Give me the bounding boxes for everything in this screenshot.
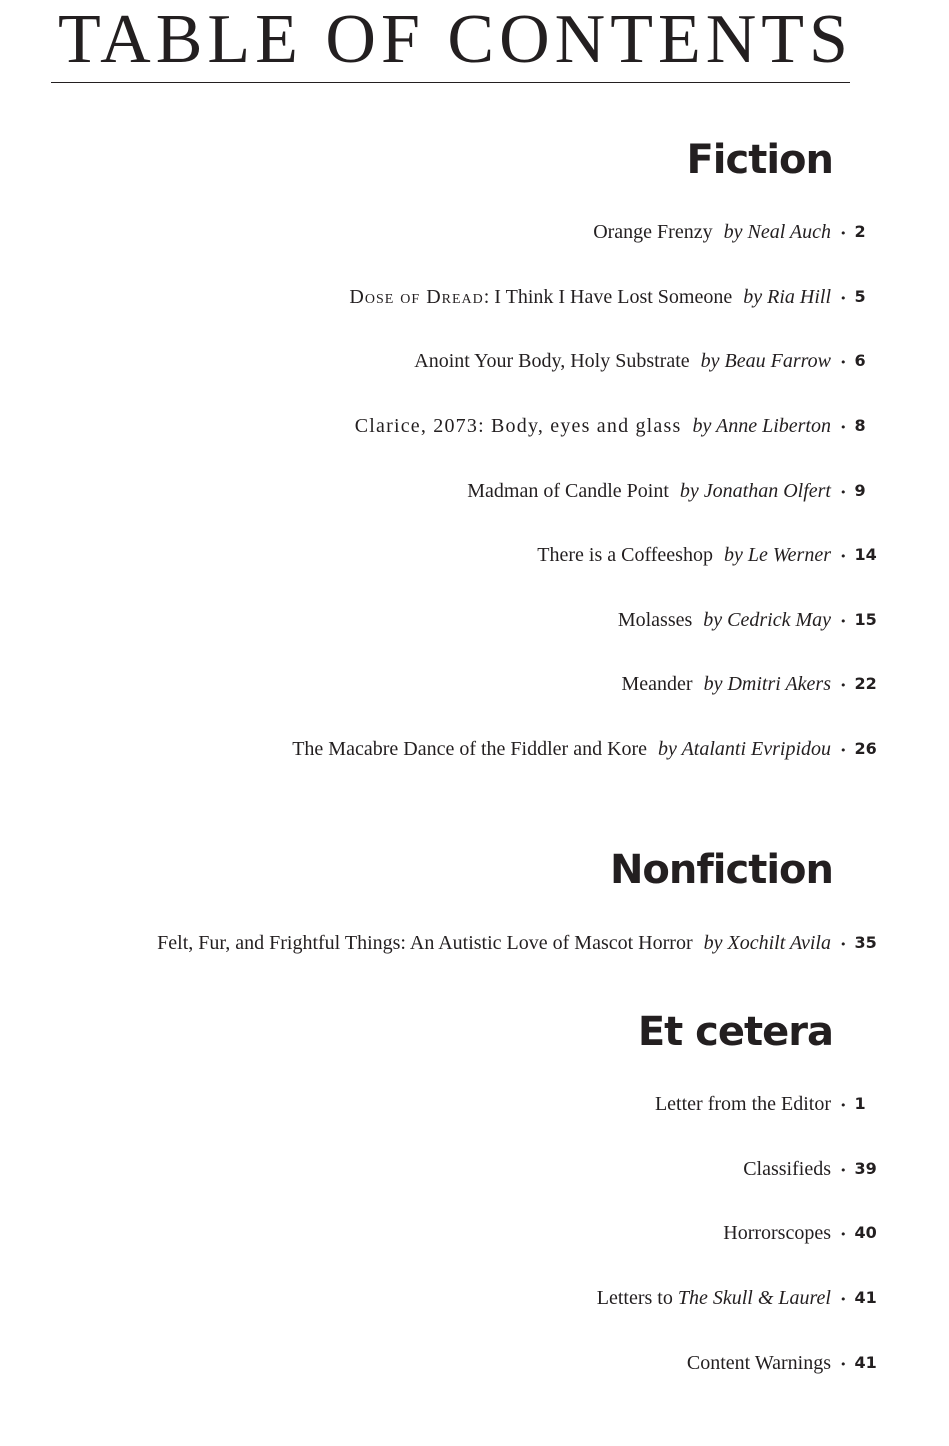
bullet-separator: • xyxy=(840,227,847,240)
toc-entry-title: Classifieds xyxy=(743,1158,831,1180)
toc-entry-author: by Le Werner xyxy=(723,544,831,566)
toc-entry-title: Content Warnings xyxy=(686,1352,831,1374)
toc-entry-madman-of-candle-point[interactable] xyxy=(467,476,866,506)
toc-entry-content-warnings[interactable] xyxy=(686,1348,877,1378)
toc-entry-page-number: 6 xyxy=(854,351,866,370)
bullet-separator: • xyxy=(840,550,847,563)
toc-entry-page-number: 26 xyxy=(854,739,877,758)
section-heading-nonfiction: Nonfiction xyxy=(609,847,833,893)
toc-entry-author: by Dmitri Akers xyxy=(703,673,831,695)
toc-entry-letters-to-skull-laurel[interactable] xyxy=(596,1283,877,1313)
toc-entry-author: by Beau Farrow xyxy=(700,350,831,372)
toc-entry-title: Letter from the Editor xyxy=(654,1093,831,1115)
toc-entry-there-is-a-coffeeshop[interactable] xyxy=(537,540,877,570)
bullet-separator: • xyxy=(840,486,847,499)
toc-entry-title: There is a Coffeeshop xyxy=(537,544,713,566)
toc-entry-page-number: 14 xyxy=(854,545,877,564)
toc-entry-title xyxy=(349,282,732,312)
bullet-separator: • xyxy=(840,356,847,369)
bullet-separator: • xyxy=(840,679,847,692)
toc-entry-title: Meander xyxy=(621,673,693,695)
toc-entry-series-name: Dose of Dread xyxy=(349,286,484,308)
bullet-separator: • xyxy=(840,1293,847,1306)
bullet-separator: • xyxy=(840,1228,847,1241)
toc-entry-subtitle: : I Think I Have Lost Someone xyxy=(483,286,733,308)
toc-entry-title xyxy=(597,1283,831,1313)
toc-entry-dose-of-dread[interactable] xyxy=(349,282,866,312)
title-divider xyxy=(51,82,850,83)
toc-entry-felt-fur-frightful[interactable] xyxy=(157,928,877,958)
publication-name: The Skull & Laurel xyxy=(677,1287,831,1309)
section-heading-et-cetera: Et cetera xyxy=(637,1009,833,1055)
page-title: TABLE OF CONTENTS xyxy=(58,1,853,78)
toc-entry-anoint-your-body[interactable] xyxy=(414,346,866,376)
toc-entry-author: by Atalanti Evripidou xyxy=(658,738,831,760)
bullet-separator: • xyxy=(840,615,847,628)
toc-entry-author: by Anne Liberton xyxy=(692,415,831,437)
toc-entry-author: by Xochilt Avila xyxy=(703,932,831,954)
toc-entry-title: The Macabre Dance of the Fiddler and Kore xyxy=(292,738,648,760)
toc-entry-page-number: 1 xyxy=(854,1094,866,1113)
toc-entry-title: Molasses xyxy=(617,609,693,631)
bullet-separator: • xyxy=(840,292,847,305)
bullet-separator: • xyxy=(840,744,847,757)
toc-entry-title: Madman of Candle Point xyxy=(467,480,669,502)
toc-entry-molasses[interactable] xyxy=(617,605,877,635)
toc-entry-clarice-2073[interactable] xyxy=(354,411,866,441)
toc-entry-author: by Jonathan Olfert xyxy=(679,480,831,502)
bullet-separator: • xyxy=(840,938,847,951)
toc-entry-orange-frenzy[interactable] xyxy=(593,217,866,247)
toc-entry-page-number: 2 xyxy=(854,222,866,241)
toc-entry-page-number: 15 xyxy=(854,610,877,629)
bullet-separator: • xyxy=(840,1164,847,1177)
toc-entry-title: Clarice, 2073: Body, eyes and glass xyxy=(354,415,682,437)
toc-entry-classifieds[interactable] xyxy=(743,1154,877,1184)
toc-entry-author: by Cedrick May xyxy=(703,609,831,631)
toc-entry-title: Felt, Fur, and Frightful Things: An Autistic Love of Mascot Horror xyxy=(157,932,693,954)
toc-entry-letter-from-editor[interactable] xyxy=(654,1089,866,1119)
toc-entry-page-number: 35 xyxy=(854,933,877,952)
toc-entry-page-number: 39 xyxy=(854,1159,877,1178)
toc-entry-horrorscopes[interactable] xyxy=(723,1218,877,1248)
toc-entry-page-number: 5 xyxy=(854,287,866,306)
toc-entry-author: by Neal Auch xyxy=(723,221,831,243)
section-heading-fiction: Fiction xyxy=(686,137,833,183)
toc-entry-page-number: 41 xyxy=(854,1353,877,1372)
toc-entry-page-number: 8 xyxy=(854,416,866,435)
toc-entry-page-number: 22 xyxy=(854,674,877,693)
toc-entry-meander[interactable] xyxy=(621,669,877,699)
toc-entry-macabre-dance[interactable] xyxy=(292,734,877,764)
bullet-separator: • xyxy=(840,1099,847,1112)
toc-entry-title: Anoint Your Body, Holy Substrate xyxy=(414,350,690,372)
toc-entry-title: Orange Frenzy xyxy=(593,221,713,243)
bullet-separator: • xyxy=(840,421,847,434)
toc-entry-page-number: 40 xyxy=(854,1223,877,1242)
toc-entry-title: Horrorscopes xyxy=(723,1222,831,1244)
toc-entry-page-number: 9 xyxy=(854,481,866,500)
bullet-separator: • xyxy=(840,1358,847,1371)
toc-entry-page-number: 41 xyxy=(854,1288,877,1307)
toc-entry-title-prefix: Letters to xyxy=(596,1287,678,1309)
toc-entry-author: by Ria Hill xyxy=(743,286,831,308)
